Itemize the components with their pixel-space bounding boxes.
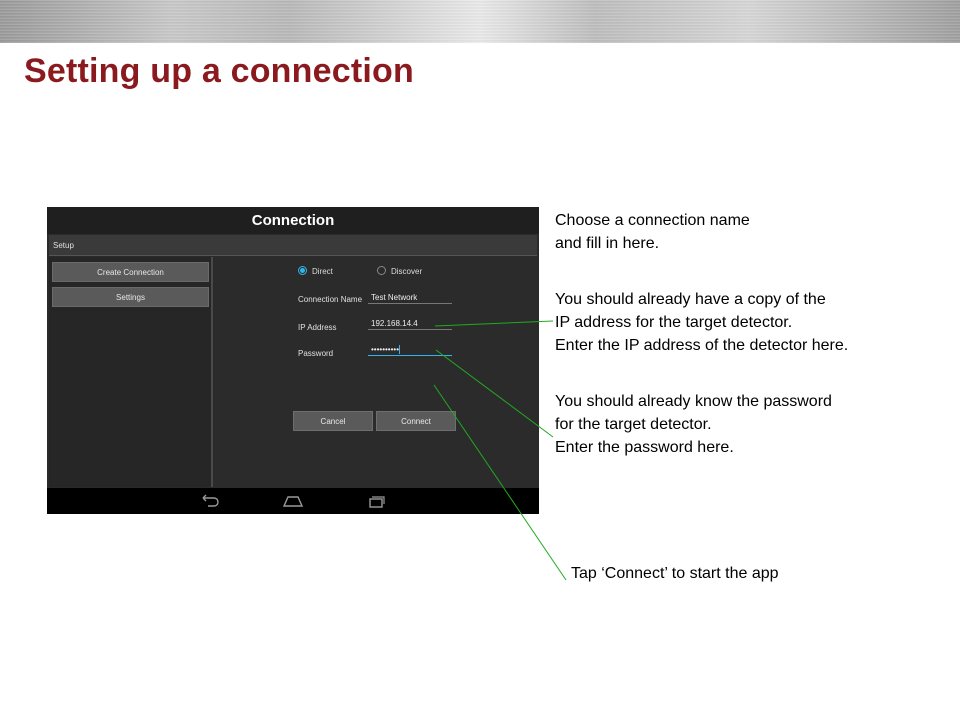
connection-name-label: Connection Name — [298, 295, 363, 304]
password-label: Password — [298, 349, 334, 358]
connect-button[interactable]: Connect — [376, 411, 456, 431]
annotation-ip-line-3: Enter the IP address of the detector here. — [555, 337, 849, 354]
annotation-password — [555, 390, 832, 459]
annotation-ip-line-1: You should already have a copy of the — [555, 291, 826, 308]
ip-leader-line — [435, 321, 553, 326]
slide-title: Setting up a connection — [24, 52, 414, 90]
annotation-password-line-2: for the target detector. — [555, 416, 712, 433]
annotation-name — [555, 209, 750, 255]
annotation-name-line-2: and fill in here. — [555, 235, 660, 252]
cancel-button[interactable]: Cancel — [293, 411, 373, 431]
annotation-ip-line-2: IP address for the target detector. — [555, 314, 793, 331]
connect-leader-line — [434, 385, 566, 580]
app-title: Connection — [47, 207, 539, 234]
password-value: •••••••••• — [371, 345, 400, 354]
annotation-password-line-1: You should already know the password — [555, 393, 832, 410]
connection-name-input[interactable]: Test Network — [368, 292, 452, 304]
password-leader-line — [436, 350, 553, 437]
setup-section-header: Setup — [49, 235, 537, 256]
discover-radio-label: Discover — [391, 267, 423, 276]
direct-radio-label: Direct — [312, 267, 333, 276]
settings-button[interactable]: Settings — [52, 287, 209, 307]
annotation-ip — [555, 288, 848, 357]
create-connection-button[interactable]: Create Connection — [52, 262, 209, 282]
ip-address-input[interactable]: 192.168.14.4 — [368, 318, 452, 330]
annotation-name-line-1: Choose a connection name — [555, 212, 750, 229]
ip-address-label: IP Address — [298, 323, 337, 332]
annotation-password-line-3: Enter the password here. — [555, 439, 734, 456]
annotation-connect-line-1: Tap ‘Connect’ to start the app — [571, 565, 779, 582]
annotation-connect — [571, 562, 779, 585]
